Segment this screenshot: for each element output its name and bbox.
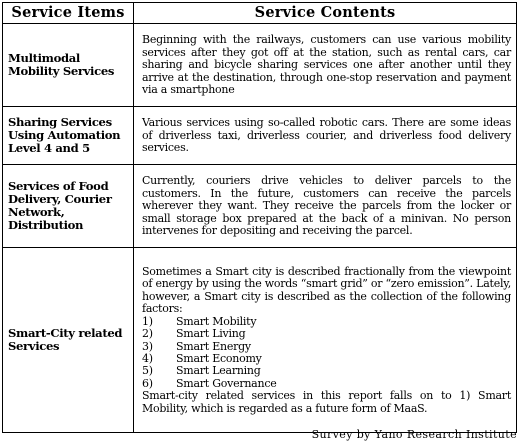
source-credit: Survey by Yano Research Institute: [311, 428, 517, 441]
factor-label: Smart Living: [176, 327, 246, 341]
list-item: [142, 328, 511, 340]
factor-label: Smart Governance: [176, 376, 277, 390]
smart-city-factor-list: [142, 316, 511, 390]
service-table: [2, 2, 517, 433]
smart-city-intro: Sometimes a Smart city is described fractionally from the viewpoint of energy by using the words “smart grid” or “zero emission”. Lately, however, a Smart city is described as the collection of the following factors:: [142, 265, 511, 316]
factor-label: Smart Economy: [176, 351, 262, 365]
header-service-items: Service Items: [3, 3, 134, 24]
factor-label: Smart Mobility: [176, 314, 257, 328]
list-item: [142, 365, 511, 377]
factor-number: 3): [142, 339, 153, 353]
factor-number: 5): [142, 364, 153, 378]
factor-number: 4): [142, 351, 153, 365]
factor-number: 1): [142, 314, 153, 328]
table-header-row: [3, 3, 517, 24]
factor-number: 6): [142, 376, 153, 390]
factor-label: Smart Energy: [176, 339, 251, 353]
service-item-name: Smart-City related Services: [3, 248, 134, 433]
table-row: [3, 24, 517, 107]
factor-label: Smart Learning: [176, 364, 261, 378]
smart-city-outro: Smart-city related services in this report falls on to 1) Smart Mobility, which is regarded as a future form of MaaS.: [142, 389, 511, 415]
service-item-name: Multimodal Mobility Services: [3, 24, 134, 107]
service-item-content: Beginning with the railways, customers can use various mobility services after they got off at the station, such as rental cars, car sharing and bicycle sharing services one after another until they arrive at the destination, through one-stop reservation and payment via a smartphone: [134, 24, 517, 107]
service-item-name: Services of Food Delivery, Courier Network, Distribution: [3, 165, 134, 248]
header-service-contents: Service Contents: [134, 3, 517, 24]
service-item-content: [134, 248, 517, 433]
table-row: [3, 165, 517, 248]
service-item-content: Currently, couriers drive vehicles to deliver parcels to the customers. In the future, customers can receive the parcels wherever they want. They receive the parcels from the locker or small storage box prepared at the back of a minivan. No person intervenes for depositing and receiving the parcel.: [134, 165, 517, 248]
factor-number: 2): [142, 327, 153, 341]
table-row: [3, 107, 517, 165]
service-item-name: Sharing Services Using Automation Level 4 and 5: [3, 107, 134, 165]
service-item-content: Various services using so-called robotic cars. There are some ideas of driverless taxi, driverless courier, and driverless food delivery services.: [134, 107, 517, 165]
service-table-container: [2, 2, 516, 433]
table-row: [3, 248, 517, 433]
